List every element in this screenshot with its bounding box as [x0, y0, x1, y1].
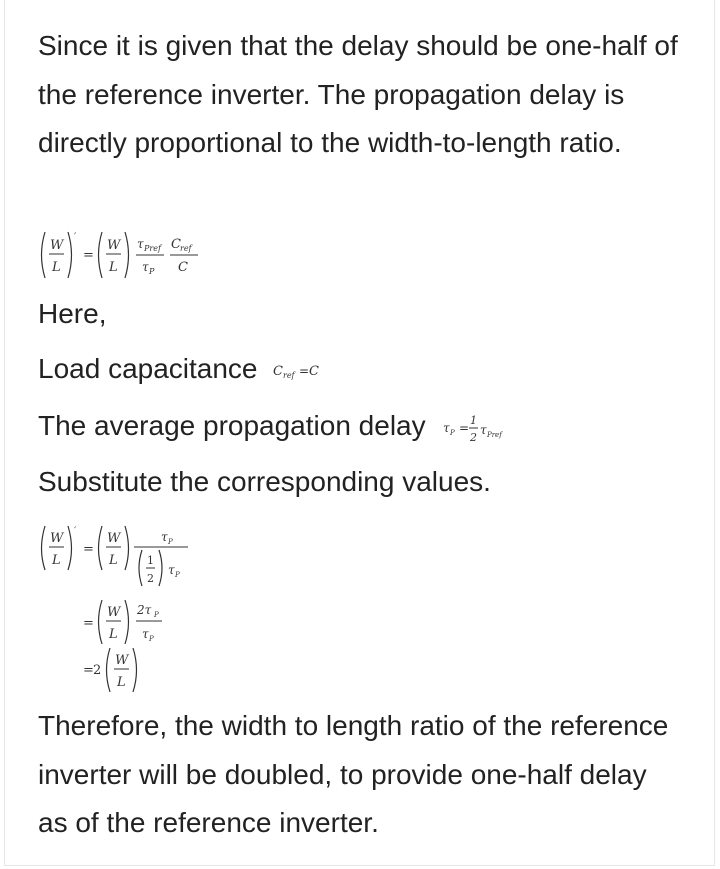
svg-text:=: =: [83, 542, 94, 557]
eq1-l1: L: [52, 260, 61, 275]
svg-text:1: 1: [470, 413, 478, 427]
svg-text:=: =: [83, 663, 94, 678]
intro-paragraph: Since it is given that the delay should be one-half of the reference inverter. The propagation delay is directly proportional to the width-to-length ratio.: [38, 30, 678, 158]
eq1-c: C: [178, 260, 188, 275]
svg-text:=: =: [299, 363, 310, 378]
svg-text:Pref: Pref: [487, 430, 503, 439]
svg-text:C: C: [309, 363, 320, 379]
svg-text:W: W: [115, 653, 129, 668]
load-capacitance-label: Load capacitance: [38, 353, 258, 384]
conclusion-paragraph: Therefore, the width to length ratio of the reference inverter will be doubled, to provide one-half delay as of the reference inverter.: [38, 710, 669, 838]
svg-text:L: L: [109, 553, 118, 568]
svg-text:P: P: [168, 538, 173, 546]
svg-text:2: 2: [147, 572, 154, 585]
svg-text:2τ: 2τ: [137, 603, 152, 617]
svg-text:2: 2: [93, 663, 102, 678]
average-delay-label: The average propagation delay: [38, 410, 426, 441]
load-capacitance-line: [38, 345, 678, 393]
svg-text:P: P: [154, 611, 159, 619]
svg-text:1: 1: [147, 554, 154, 567]
eq1-sub-ref: ref: [180, 244, 192, 253]
svg-text:L: L: [52, 553, 61, 568]
eq1-sub-pref: Pref: [144, 244, 161, 253]
svg-text:=: =: [83, 616, 94, 631]
svg-text:W: W: [107, 605, 121, 620]
equation-derivation: [38, 524, 218, 696]
svg-text:P: P: [149, 635, 154, 643]
eq1-tau-pref: τ: [137, 237, 144, 251]
svg-text:L: L: [117, 675, 126, 690]
eq1-c-ref: C: [171, 237, 181, 252]
svg-text:τ: τ: [168, 563, 175, 577]
svg-text:P: P: [450, 428, 456, 437]
svg-text:τ: τ: [142, 627, 149, 641]
svg-text:W: W: [50, 531, 64, 546]
svg-text:=: =: [459, 420, 470, 435]
svg-text:L: L: [109, 627, 118, 642]
equation-ratio-definition: [38, 228, 208, 284]
eq1-l2: L: [109, 260, 118, 275]
svg-text:W: W: [107, 531, 121, 546]
equation-cref-equals-c: [271, 359, 341, 383]
svg-text:τ: τ: [480, 422, 488, 437]
equation-tau-p-half-tau-pref: [441, 411, 531, 445]
svg-text:C: C: [273, 363, 284, 379]
svg-text:ref: ref: [283, 370, 295, 380]
svg-text:2: 2: [470, 430, 478, 444]
eq1-prime: ′: [74, 232, 77, 243]
eq1-sub-p: P: [149, 267, 155, 276]
eq1-tau-p: τ: [142, 260, 149, 274]
substitute-paragraph: Substitute the corresponding values.: [38, 466, 491, 497]
eq1-equals: =: [83, 248, 94, 263]
eq1-w1: W: [50, 238, 64, 253]
svg-text:τ: τ: [443, 420, 451, 435]
here-label: Here,: [38, 298, 107, 329]
average-delay-line: [38, 402, 678, 450]
svg-text:τ: τ: [161, 530, 168, 544]
eq1-w2: W: [107, 238, 121, 253]
svg-text:′: ′: [74, 526, 77, 537]
svg-text:P: P: [175, 571, 180, 579]
